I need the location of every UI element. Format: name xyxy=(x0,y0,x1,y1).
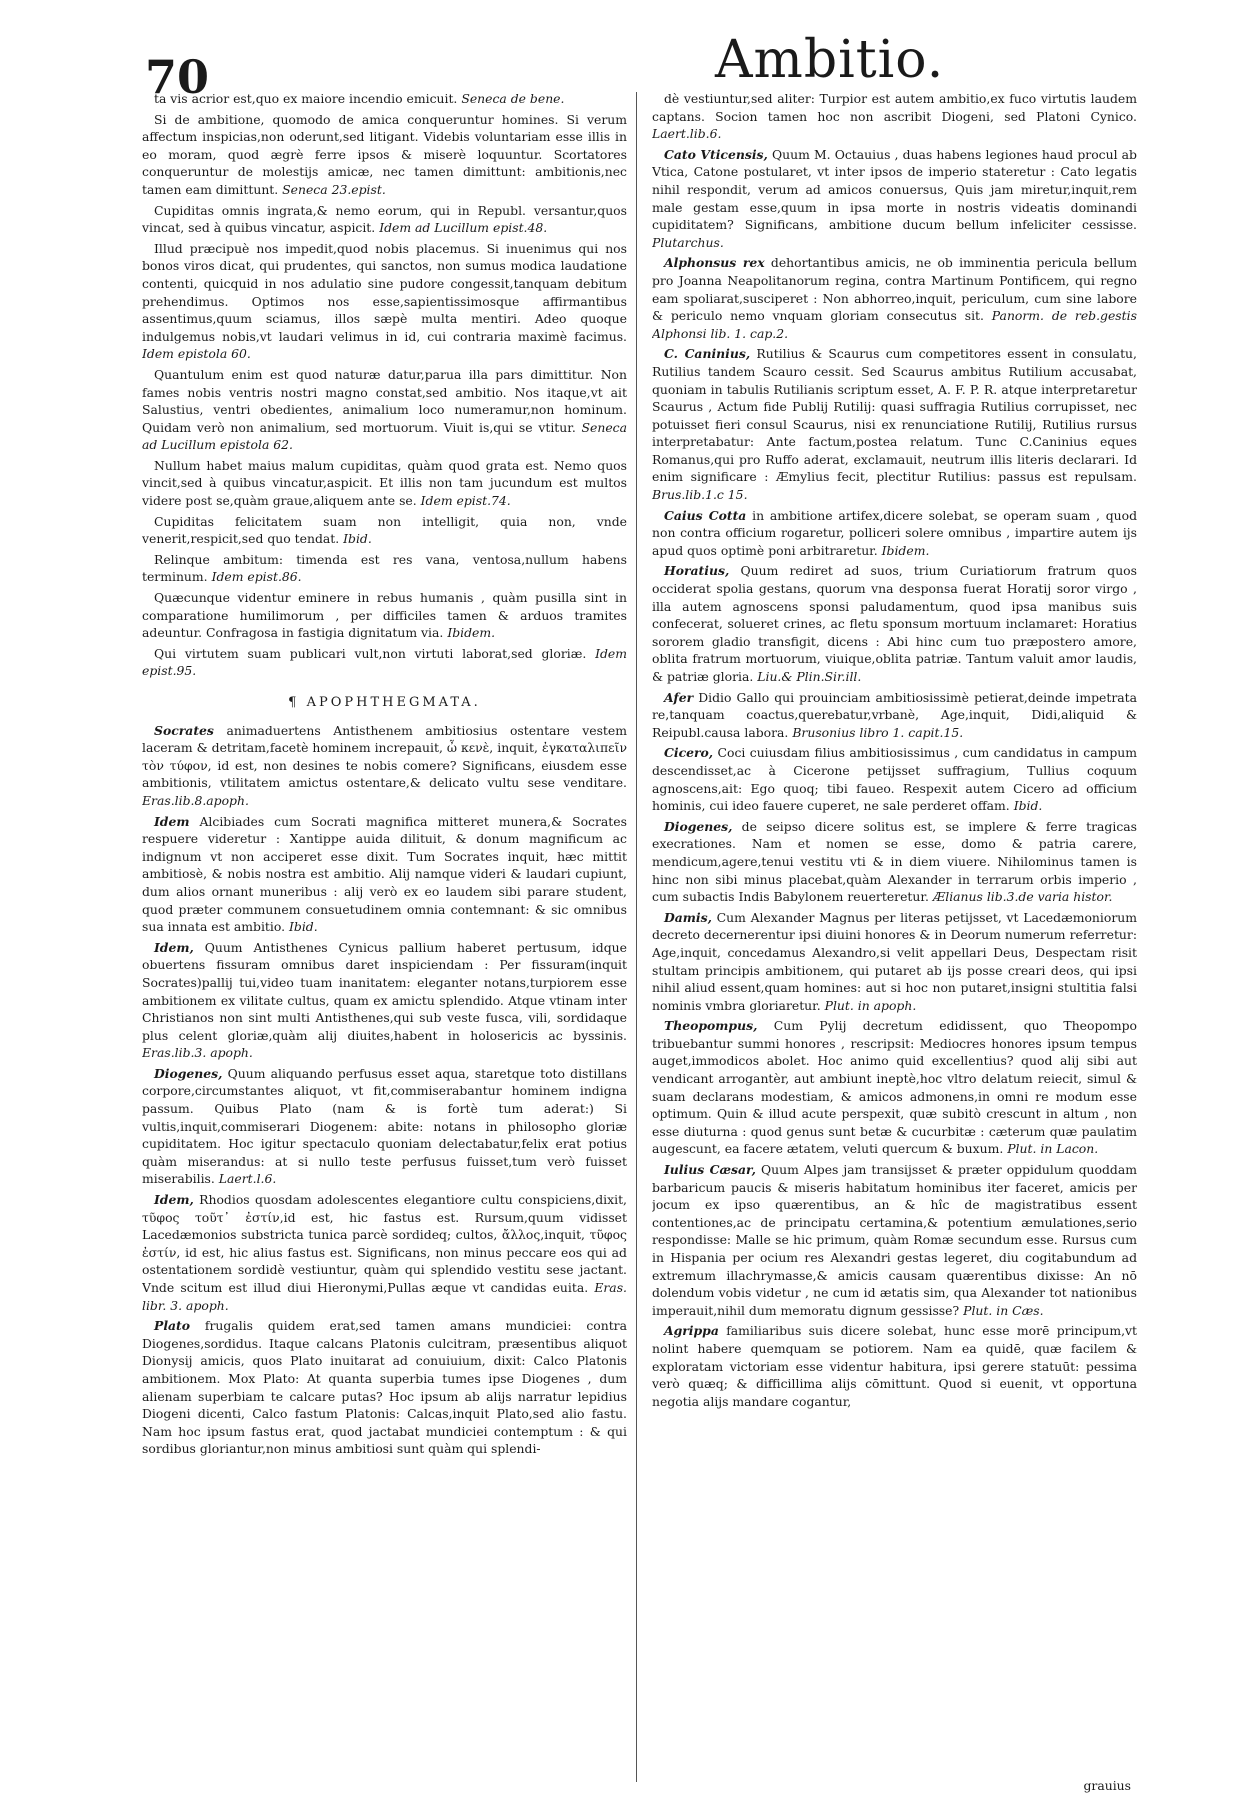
citation: Eras.lib.3. apoph. xyxy=(142,1045,253,1061)
entry-text: Quum rediret ad suos, trium Curiatiorum fratrum quos occiderat spolia gestans, quorum vna desponsa fuerat Horatij soror virgo , illa autem agnoscens sponsi paludamentum, quod ipsa manibus suis confecerat, solueret crines, ac fletu sponsum mortuum inclamaret: Horatius sororem gladio transfigit, dicens : Abi hinc cum tuo præpostero amore, oblita fratrum mortuorum, viuique,oblita patriæ. Tantum valuit amor laudis, & patriæ gloria. xyxy=(652,563,1137,684)
entry-text: dehortantibus amicis, ne ob imminentia pericula bellum pro Joanna Neapolitanorum regina, contra Martinum Pontificem, qui regno eam spoliarat,susciperet : Non abhorreo,inquit, periculum, cum sine labore & periculo nemo vnquam gloriam consecutus sit. xyxy=(652,255,1137,324)
apophthegmata-list-left xyxy=(142,722,627,1458)
entry-text: Rutilius & Scaurus cum competitores essent in consulatu, Rutilius tandem Scauro cessit. Sed Scaurus ambitus Rutilium accusabat, quoniam in tabulis Rutilianis scriptum esset, A. F. P. R. atque interpretaretur Scaurus , Actum fide Publij Rutilij: quasi suffragia Rutilius corrupisset, nec potuisset fieri consul Scaurus, nisi ex renunciatione Rutilij, Rutilius rursus interpretabatur: Ante factum,postea relatum. Tunc C.Caninius eques Romanus,qui pro Ruffo aderat, exclamauit, neutrum illis literis declarari. Id enim significare : Æmylius fecit, plectitur Rutilius: passus est repulsam. xyxy=(652,346,1137,485)
apophthegm-entry xyxy=(142,722,627,810)
entry-lead-name: Afer xyxy=(664,689,694,705)
entry-lead-name: Idem, xyxy=(154,1192,194,1208)
citation: Plut. in Lacon. xyxy=(1007,1141,1099,1157)
apophthegm-entry xyxy=(652,345,1137,503)
entry-lead-name: Socrates xyxy=(154,722,214,738)
citation: Panorm. de reb.gestis Alphonsi lib. 1. cap.2. xyxy=(652,308,1137,341)
apophthegm-entry xyxy=(652,909,1137,1015)
citation: Plut. in Cæs. xyxy=(963,1302,1044,1318)
citation: Idem epist.74. xyxy=(420,493,511,509)
citation: Liu.& Plin.Sir.ill. xyxy=(757,669,862,684)
entry-text: Quum aliquando perfusus esset aqua, staretque toto distillans corpore,circumstantes aliquot, vt fit,commiserabantur hominem indigna passum. Quibus Plato (nam & is fortè tum aderat:) Si vultis,inquit,commiserari Diogenem: abite: notans in philosopho gloriæ cupiditatem. Hoc igitur spectaculo quoniam delectabatur,felix erat potius quàm miserandus: at si nullo teste perfusus fuisset,tum verò fuisset miserabilis. xyxy=(142,1065,627,1187)
section-heading-apophthegmata: ¶ APOPHTHEGMATA. xyxy=(288,695,481,710)
apophthegm-entry xyxy=(652,689,1137,742)
citation: Ælianus lib.3.de varia histor. xyxy=(932,889,1113,905)
citation: Plut. in apoph. xyxy=(824,997,917,1013)
entry-lead-name: C. Caninius, xyxy=(664,346,751,362)
sententia-paragraph xyxy=(142,366,627,454)
citation: Idem epistola 60. xyxy=(142,346,251,362)
sententia-paragraph xyxy=(142,551,627,586)
entry-lead-name: Cato Vticensis, xyxy=(664,146,768,162)
entry-text: Quum Alpes jam transijsset & præter oppidulum quoddam barbaricum paucis & miseris habitatum hominibus iter faceret, amicis per jocum ex ipso quærentibus, an & hîc de magistratibus essent contentiones,ac de principatu certamina,& potentium æmulationes,serio respondisse: Malle se hic primum, quàm Romæ secundum esse. Rursus cum in Hispania per ocium res Alexandri gestas legeret, diu cogitabundum ad extremum illachrymasse,& amicis causam quærentibus dixisse: An nō dolendum vobis videtur , ne cum id ætatis sim, qua Alexander tot nationibus imperauit,nihil dum memoratu dignum gessisse? xyxy=(652,1162,1137,1318)
entry-text: Cupiditas felicitatem suam non intelligit, quia non, vnde venerit,respicit,sed quo tendat. xyxy=(142,513,627,547)
citation: Laert.lib.6. xyxy=(652,126,722,142)
entry-text: familiaribus suis dicere solebat, hunc esse morē principum,vt nolint habere quemquam se potiorem. Nam ea quidē, quæ facilem & exploratam victoriam esse videntur habitura, ipsi gerere statuūt: pessima verò quæq; & difficillima alijs cōmittunt. Quod si euenit, vt opportuna negotia alijs mandare cogantur, xyxy=(652,1323,1137,1409)
entry-text: Cum Pylij decretum edidissent, quo Theopompo tribuebantur summi honores , rescripsit: Mediocres honores ipsum tempus auget,immodicos abolet. Hoc animo quid excellentius? quod alij sibi aut vendicant arrogantèr, aut ambiunt ineptè,hoc vltro delatum reiecit, simul & suam declarans modestiam, & amicos admonens,in omni re modum esse optimum. Quin & illud acute perspexit, quæ subitò crescunt in altum , non esse diuturna : quod genus sunt betæ & cucurbitæ : cæterum quæ paulatim augescunt, ea facere ætatem, veluti quercum & buxum. xyxy=(652,1018,1137,1157)
entry-text: Rhodios quosdam adolescentes elegantiore cultu conspiciens,dixit, τῦφος τοῦτ᾽ ἐστίν,id est, hic fastus est. Rursum,quum vidisset Lacedæmonios substricta tunica parcè sordideq; cultos, ἄλλος,inquit, τῦφος ἐστίν, id est, hic alius fastus est. Significans, non minus peccare eos qui ad ostentationem sordidè vestiuntur, quàm qui splendido vestitu sese jactant. Vnde scitum est illud diui Hieronymi,Pullas æque vt candidas euita. xyxy=(142,1192,627,1295)
entry-text: Relinque ambitum: timenda est res vana, ventosa,nullum habens terminum. xyxy=(142,551,627,585)
entry-text: Si de ambitione, quomodo de amica conqueruntur homines. Si verum affectum inspicias,non oderunt,sed litigant. Videbis voluntariam esse illis in eo moram, quod ægrè ferre ipsos & miserè loquuntur. Scortatores conqueruntur de molestijs amicæ, nec tamen dimittunt: ambitionis,nec tamen eam dimittunt. xyxy=(142,111,627,197)
apophthegm-entry xyxy=(142,939,627,1062)
entry-text: Quantulum enim est quod naturæ datur,parua illa pars dimittitur. Non fames nobis ventris nostri magno constat,sed ambitio. Nos itaque,vt ait Salustius, ventri obedientes, animalium loco numeramur,non hominum. Quidam verò non animalium, sed mortuorum. Viuit is,qui se vtitur. xyxy=(142,366,627,435)
apophthegm-entry xyxy=(142,813,627,936)
citation: Eras. libr. 3. apoph. xyxy=(142,1280,627,1313)
sententia-paragraph xyxy=(142,90,627,108)
entry-lead-name: Agrippa xyxy=(664,1323,719,1339)
citation: Idem epist.86. xyxy=(211,569,302,585)
entry-lead-name: Cicero, xyxy=(664,745,714,761)
entry-text: Quæcunque videntur eminere in rebus humanis , quàm pusilla sint in comparatione humilimorum , per difficiles tamen & arduos tramites adeuntur. Confragosa in fastigia dignitatum via. xyxy=(142,590,627,641)
citation: Ibid. xyxy=(343,531,372,547)
entry-lead-name: Diogenes, xyxy=(664,818,733,834)
entry-text: in ambitione artifex,dicere solebat, se operam suam , quod non contra officium rogaretur, polliceri solere omnibus , impartire autem ijs apud quos optimè poni arbitraretur. xyxy=(652,507,1137,558)
entry-lead-name: Theopompus, xyxy=(664,1018,758,1034)
sententia-paragraph xyxy=(142,202,627,237)
apophthegm-entry xyxy=(652,146,1137,252)
citation: Seneca 23.epist. xyxy=(282,181,386,197)
running-title: Ambitio. xyxy=(715,30,945,90)
catchword: grauius xyxy=(1083,1778,1131,1794)
citation: Idem epist.95. xyxy=(142,645,627,679)
entry-text: ta vis acrior est,quo ex maiore incendio emicuit. xyxy=(154,91,458,106)
entry-text: Cupiditas omnis ingrata,& nemo eorum, qui in Republ. versantur,quos vincat, sed à quibus vincatur, aspicit. xyxy=(142,202,627,236)
apophthegm-entry xyxy=(652,744,1137,814)
left-column xyxy=(142,90,627,1795)
sententia-paragraph xyxy=(142,111,627,199)
apophthegm-entry xyxy=(142,1065,627,1188)
apophthegm-entry xyxy=(652,1017,1137,1158)
entry-text: Quum Antisthenes Cynicus pallium haberet pertusum, idque obuertens fissuram omnibus daret inspiciendam : Per fissuram(inquit Socrates)pallij tui,video tuam inanitatem: eleganter notans,turpiorem esse ambitionem ex vilitate cultus, quam ex amictu splendido. Atque vtinam inter Christianos non sint multi Antisthenes,qui sub veste fusca, vili, sordidaque plus celent gloriæ,quàm alij diuites,habent in holosericis ac byssinis. xyxy=(142,939,627,1043)
sententia-paragraph xyxy=(142,645,627,680)
column-divider xyxy=(636,92,637,1782)
citation: Ibidem. xyxy=(447,625,496,641)
apophthegm-entry xyxy=(652,562,1137,685)
citation: Plutarchus. xyxy=(652,234,724,250)
entry-text: Coci cuiusdam filius ambitiosissimus , cum candidatus in campum descendisset,ac à Cicerone petijsset suffragium, Tullius coquum agnoscens,ait: Ego quoq; tibi faueo. Respexit autem Cicero ad officium hominis, cui ideo fauere cuperet, ne sale perderet offam. xyxy=(652,745,1137,814)
apophthegm-entry xyxy=(652,1161,1137,1319)
sententia-paragraph xyxy=(142,240,627,363)
apophthegm-entry xyxy=(652,254,1137,342)
apophthegm-entry xyxy=(652,1322,1137,1410)
entry-text: animaduertens Antisthenem ambitiosius ostentare vestem laceram & detritam,facetè hominem increpauit, ὦ κενὲ, inquit, ἐγκαταλιπεῖν τὸν τύφον, id est, non desines te nobis comere? Significans, eiusdem esse ambitionis, vtilitatem amictus ostentare,& delicato vultu sese venditare. xyxy=(142,722,627,791)
apophthegm-entry xyxy=(142,1191,627,1314)
citation: Seneca ad Lucillum epistola 62. xyxy=(142,419,627,453)
entry-lead-name: Alphonsus rex xyxy=(664,255,765,271)
apophthegmata-list-right xyxy=(652,90,1137,1410)
entry-lead-name: Caius Cotta xyxy=(664,507,747,523)
entry-lead-name: Idem xyxy=(154,813,190,829)
entry-lead-name: Plato xyxy=(154,1318,191,1334)
citation: Ibid. xyxy=(289,919,318,935)
entry-text: Illud præcipuè nos impedit,quod nobis placemus. Si inuenimus qui nos bonos viros dicat, qui prudentes, qui sanctos, non sumus modica laudatione contenti, quicquid in nos adulatio sine pudore congessit,tanquam debitum prehendimus. Optimos nos esse,sapientissimosque affirmantibus assentimus,quum sciamus, illos sæpè multa mentiri. Adeo quoque indulgemus nobis,vt laudari velimus in id, cui contraria maximè facimus. xyxy=(142,240,627,344)
apophthegm-entry xyxy=(652,507,1137,560)
sententia-paragraph xyxy=(142,589,627,642)
entry-text: Qui virtutem suam publicari vult,non virtuti laborat,sed gloriæ. xyxy=(154,645,587,661)
entry-lead-name: Horatius, xyxy=(664,563,730,579)
citation: Brusonius libro 1. capit.15. xyxy=(792,724,964,740)
entry-lead-name: Idem, xyxy=(154,939,194,955)
apophthegm-entry xyxy=(652,90,1137,143)
entry-text: Didio Gallo qui prouinciam ambitiosissimè petierat,deinde impetrata re,tanquam coactus,querebatur,vrbanè, Age,inquit, Didi,aliquid & Reipubl.causa labora. xyxy=(652,689,1137,740)
page-number: 70 xyxy=(145,50,210,104)
entry-lead-name: Damis, xyxy=(664,909,712,925)
entry-lead-name: Iulius Cæsar, xyxy=(664,1162,756,1178)
entry-text: Cum Alexander Magnus per literas petijsset, vt Lacedæmoniorum decreto decernerentur ipsi diuini honores & in Deorum numerum referretur: Age,inquit, concedamus Alexandro,si velit appellari Deus, Despectam risit stultam principis ambitionem, qui putaret ab ijs posse creari deos, qui ipsi nihil aliud essent,quam homines: aut si hoc non putaret,insigni stultitia falsi nominis vmbra gloriaretur. xyxy=(652,909,1137,1013)
entry-lead-name: Diogenes, xyxy=(154,1065,223,1081)
apophthegm-entry xyxy=(142,1317,627,1458)
citation: Laert.l.6. xyxy=(218,1171,277,1187)
citation: Eras.lib.8.apoph. xyxy=(142,792,249,808)
citation: Idem ad Lucillum epist.48. xyxy=(379,220,548,236)
citation: Seneca de bene. xyxy=(461,91,565,106)
entry-text: Quum M. Octauius , duas habens legiones haud procul ab Vtica, Catone postularet, vt inter ipsos de imperio stateretur : Cato legatis nihil respondit, verum ad amicos conuersus, Quis jam miretur,inquit,rem male gestam esse,quum in ipsa morte in nostris videatis dominandi cupiditatem? Significans, ambitione ducum bellum infeliciter cessisse. xyxy=(652,146,1137,233)
citation: Ibidem. xyxy=(881,542,930,558)
right-column xyxy=(652,90,1137,1795)
sententia-paragraph xyxy=(142,457,627,510)
entry-text: dè vestiuntur,sed aliter: Turpior est autem ambitio,ex fuco virtutis laudem captans. Socion tamen hoc non ascribit Diogeni, sed Platoni Cynico. xyxy=(652,91,1137,124)
sententiae-list xyxy=(142,90,627,680)
entry-text: de seipso dicere solitus est, se implere & ferre tragicas execrationes. Nam et nomen se esse, domo & patria carere, mendicum,agere,tenui vestitu vti & in diem viuere. Nihilominus tamen is hinc non sibi minus placebat,quàm Alexander in terrarum orbis imperio , cum subactis Indis Babylonem reuerteretur. xyxy=(652,818,1137,905)
entry-text: frugalis quidem erat,sed tamen amans mundiciei: contra Diogenes,sordidus. Itaque calcans Platonis culcitram, præsentibus aliquot Dionysij amicis, quos Plato inuitarat ad conuiuium, dixit: Calco Platonis ambitionem. Mox Plato: At quanta superbia tumes ipse Diogenes , dum alienam superbiam te calcare putas? Hoc ipsum ab alijs narratur lepidius Diogeni dicenti, Calco fastum Platonis: Calcas,inquit Plato,sed alio fastu. Nam hoc ipsum fastus erat, quod jactabat mundiciei contemptum : & qui sordibus gloriantur,non minus ambitiosi sunt quàm qui splendi- xyxy=(142,1318,627,1457)
citation: Ibid. xyxy=(1013,798,1043,814)
apophthegm-entry xyxy=(652,818,1137,906)
entry-text: Nullum habet maius malum cupiditas, quàm quod grata est. Nemo quos vincit,sed à quibus vincatur,aspicit. Et illis non tam jucundum est multos videre post se,quàm graue,aliquem ante se. xyxy=(142,457,627,509)
citation: Brus.lib.1.c 15. xyxy=(652,487,748,503)
sententia-paragraph xyxy=(142,513,627,548)
entry-text: Alcibiades cum Socrati magnifica mitteret munera,& Socrates respuere videretur : Xantippe auida dilituit, & donum magnificum ac indignum vt non acciperet esse dixit. Tum Socrates inquit, hæc mittit ambitiosè, & nobis nostra est ambitio. Alij namque videri & laudari cupiunt, dum alios ornant muneribus : alij verò ex eo laudem sibi parare student, quod præter communem consuetudinem omnia contemnant: & sic omnibus sua innata est ambitio. xyxy=(142,813,627,935)
